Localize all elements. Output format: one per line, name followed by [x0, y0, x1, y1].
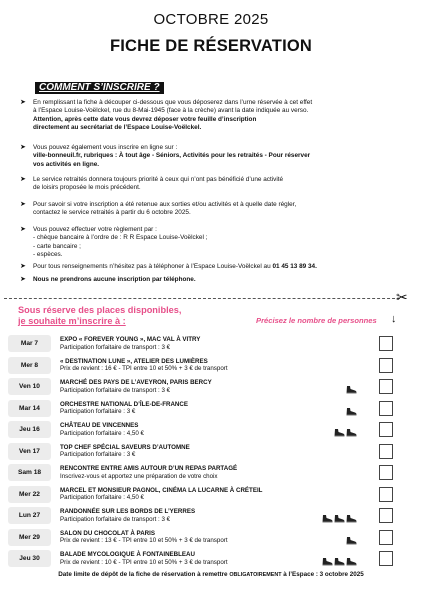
activity-description — [60, 358, 340, 373]
instruction-bold-line: vos activités en ligne. — [33, 160, 100, 168]
instruction-bold-line: Attention, après cette date vous devrez déposer votre feuille d’inscription — [33, 115, 257, 123]
arrow-right-icon: ➤ — [20, 226, 26, 233]
activity-row — [8, 550, 393, 567]
instruction-bold-line: Nous ne prendrons aucune inscription par téléphone. — [33, 276, 196, 283]
instruction-line: Vous pouvez effectuer votre règlement par : — [33, 226, 157, 233]
activity-row — [8, 400, 393, 417]
activity-row — [8, 507, 393, 524]
activity-description — [60, 401, 340, 416]
activity-day: Ven 17 — [8, 443, 51, 460]
activity-title: TOP CHEF SPÉCIAL SAVEURS D’AUTOMNE — [60, 443, 190, 451]
instruction-text — [33, 201, 400, 218]
arrow-right-icon: ➤ — [20, 144, 26, 151]
difficulty-rating — [321, 510, 357, 522]
instruction-bold-line: ville-bonneuil.fr, rubriques : À tout âge - Séniors, Activités pour les retraités - Pour réserver — [33, 152, 311, 160]
activity-day: Jeu 30 — [8, 550, 51, 567]
arrow-down-icon: ↓ — [391, 313, 397, 325]
shoe-icon — [334, 424, 345, 442]
activity-day: Ven 10 — [8, 378, 51, 395]
activity-row — [8, 378, 393, 395]
shoe-icon — [334, 553, 345, 571]
instruction-item — [20, 226, 400, 259]
instruction-line: de loisirs proposée le mois précédent. — [33, 184, 141, 192]
arrow-right-icon: ➤ — [20, 99, 26, 106]
activity-description — [60, 422, 340, 437]
footer-text-3: à l’Espace : 3 octobre 2025 — [281, 571, 364, 578]
instruction-text — [33, 276, 400, 284]
arrow-right-icon: ➤ — [20, 276, 26, 283]
activity-row — [8, 529, 393, 546]
instruction-line: Le service retraités donnera toujours priorité à ceux qui n’ont pas bénéficié d’une activité — [33, 176, 284, 183]
shoe-icon — [346, 532, 357, 550]
activity-price: Prix de revient : 10 € - TPI entre 10 et 50% + 3 € de transport — [60, 558, 228, 566]
shoe-icon — [346, 553, 357, 571]
activity-title: MARCHÉ DES PAYS DE L’AVEYRON, PARIS BERCY — [60, 379, 212, 386]
activity-price: Participation forfaitaire de transport : 3 € — [60, 515, 171, 523]
shoe-icon — [322, 510, 333, 528]
activity-price: Participation forfaitaire : 3 € — [60, 408, 136, 416]
activity-day: Lun 27 — [8, 507, 51, 524]
instruction-text — [33, 263, 400, 271]
activity-description — [60, 379, 340, 394]
activity-title: BALADE MYCOLOGIQUE À FONTAINEBLEAU — [60, 551, 195, 558]
form-title-line2: je souhaite m’inscrire à : — [18, 315, 126, 326]
activity-day: Mer 29 — [8, 529, 51, 546]
activity-day: Jeu 16 — [8, 421, 51, 438]
instruction-item — [20, 176, 400, 193]
activity-price: Participation forfaitaire : 4,50 € — [60, 429, 144, 437]
page-title: FICHE DE RÉSERVATION — [109, 37, 313, 55]
activity-price: Participation forfaitaire de transport : 3 € — [60, 343, 171, 351]
difficulty-rating — [345, 403, 357, 415]
arrow-right-icon: ➤ — [20, 176, 26, 183]
activity-description — [60, 530, 340, 545]
month-title: OCTOBRE 2025 — [153, 11, 269, 28]
activity-price: Inscrivez-vous et apportez une préparation de votre choix — [60, 472, 218, 480]
instruction-line: - carte bancaire ; — [33, 242, 81, 250]
instruction-item — [20, 201, 400, 218]
difficulty-rating — [321, 553, 357, 565]
activity-title: RANDONNÉE SUR LES BORDS DE L’YERRES — [60, 508, 196, 515]
people-count-box[interactable] — [379, 487, 393, 502]
instruction-item — [20, 99, 400, 132]
precisez-label: Précisez le nombre de personnes — [256, 316, 377, 325]
activity-description — [60, 336, 340, 351]
instruction-text — [33, 144, 400, 169]
footer-text-1: Date limite de dépôt de la fiche de réservation à remettre — [58, 571, 230, 578]
activity-description — [60, 487, 340, 502]
activity-day: Mer 8 — [8, 357, 51, 374]
activity-row — [8, 443, 393, 460]
activity-title: ORCHESTRE NATIONAL D’ÎLE-DE-FRANCE — [60, 400, 188, 408]
phone-number: 01 45 13 89 34. — [272, 263, 317, 270]
activity-title: MARCEL ET MONSIEUR PAGNOL, CINÉMA LA LUCARNE À CRÉTEIL — [60, 486, 263, 494]
instruction-line: En remplissant la fiche à découper ci-dessous que vous déposerez dans l’urne réservée à cet effet — [33, 99, 313, 106]
how-to-heading: COMMENT S’INSCRIRE ? — [35, 82, 164, 94]
activity-day: Mer 22 — [8, 486, 51, 503]
activity-row — [8, 486, 393, 503]
shoe-icon — [334, 510, 345, 528]
people-count-box[interactable] — [379, 336, 393, 351]
activity-description — [60, 444, 340, 459]
people-count-box[interactable] — [379, 465, 393, 480]
activity-row — [8, 421, 393, 438]
cut-line — [4, 298, 400, 299]
footer-text-2: OBLIGATOIREMENT — [229, 572, 282, 578]
instruction-item — [20, 263, 400, 271]
people-count-box[interactable] — [379, 358, 393, 373]
instruction-line: Pour savoir si votre inscription a été retenue aux sorties et/ou activités et à quelle date régler, — [33, 201, 297, 208]
activity-row — [8, 335, 393, 352]
instruction-text — [33, 176, 400, 193]
activity-day: Mar 7 — [8, 335, 51, 352]
instruction-line: - chèque bancaire à l’ordre de : R R Espace Louise-Voëlckel ; — [33, 234, 208, 242]
form-title — [18, 305, 181, 326]
instruction-line: - espèces. — [33, 250, 63, 258]
instruction-line: Vous pouvez également vous inscrire en ligne sur : — [33, 144, 178, 151]
people-count-box[interactable] — [379, 379, 393, 394]
difficulty-rating — [345, 532, 357, 544]
instruction-item — [20, 144, 400, 169]
arrow-right-icon: ➤ — [20, 263, 26, 270]
activity-price: Prix de revient : 16 € - TPI entre 10 et 50% + 3 € de transport — [60, 365, 228, 373]
form-title-line1: Sous réserve des places disponibles, — [18, 305, 182, 315]
instruction-line: contactez le service retraités à partir du 6 octobre 2025. — [33, 209, 191, 217]
instruction-line: Pour tous renseignements n’hésitez pas à téléphoner à l’Espace Louise-Voëlckel au — [33, 263, 271, 270]
activity-row — [8, 464, 393, 481]
activity-day: Mar 14 — [8, 400, 51, 417]
deadline-footer — [0, 571, 422, 578]
shoe-icon — [346, 424, 357, 442]
shoe-icon — [346, 510, 357, 528]
instruction-text — [33, 99, 400, 132]
activity-title: « DESTINATION LUNE », ATELIER DES LUMIÈRES — [60, 357, 208, 365]
people-count-box[interactable] — [379, 444, 393, 459]
activity-title: CHÂTEAU DE VINCENNES — [60, 422, 139, 429]
activity-description — [60, 465, 340, 480]
people-count-box[interactable] — [379, 530, 393, 545]
difficulty-rating — [333, 424, 357, 436]
difficulty-rating — [345, 381, 357, 393]
activity-price: Participation forfaitaire de transport : 3 € — [60, 386, 171, 394]
activity-price: Participation forfaitaire : 3 € — [60, 451, 136, 459]
shoe-icon — [346, 381, 357, 399]
arrow-right-icon: ➤ — [20, 201, 26, 208]
activity-title: SALON DU CHOCOLAT À PARIS — [60, 529, 155, 537]
activity-title: EXPO « FOREVER YOUNG », MAC VAL À VITRY — [60, 336, 201, 343]
scissors-icon: ✂ — [396, 289, 408, 305]
activity-description — [60, 508, 340, 523]
activity-row — [8, 357, 393, 374]
people-count-box[interactable] — [379, 508, 393, 523]
instruction-text — [33, 226, 400, 259]
activity-description — [60, 551, 340, 566]
instruction-line: à l’Espace Louise-Voëlckel, rue du 8-Mai-1945 (face à la crèche) avant la date indiquée au verso. — [33, 107, 309, 115]
activity-title: RENCONTRE ENTRE AMIS AUTOUR D’UN REPAS PARTAGÉ — [60, 465, 238, 472]
people-count-box[interactable] — [379, 401, 393, 416]
activity-day: Sam 18 — [8, 464, 51, 481]
people-count-box[interactable] — [379, 422, 393, 437]
shoe-icon — [322, 553, 333, 571]
activity-price: Participation forfaitaire : 4,50 € — [60, 494, 144, 502]
shoe-icon — [346, 403, 357, 421]
instruction-bold-line: directement au secrétariat de l’Espace Louise-Voëlckel. — [33, 123, 202, 131]
activity-price: Prix de revient : 13 € - TPI entre 10 et 50% + 3 € de transport — [60, 537, 228, 545]
people-count-box[interactable] — [379, 551, 393, 566]
instruction-item — [20, 276, 400, 284]
